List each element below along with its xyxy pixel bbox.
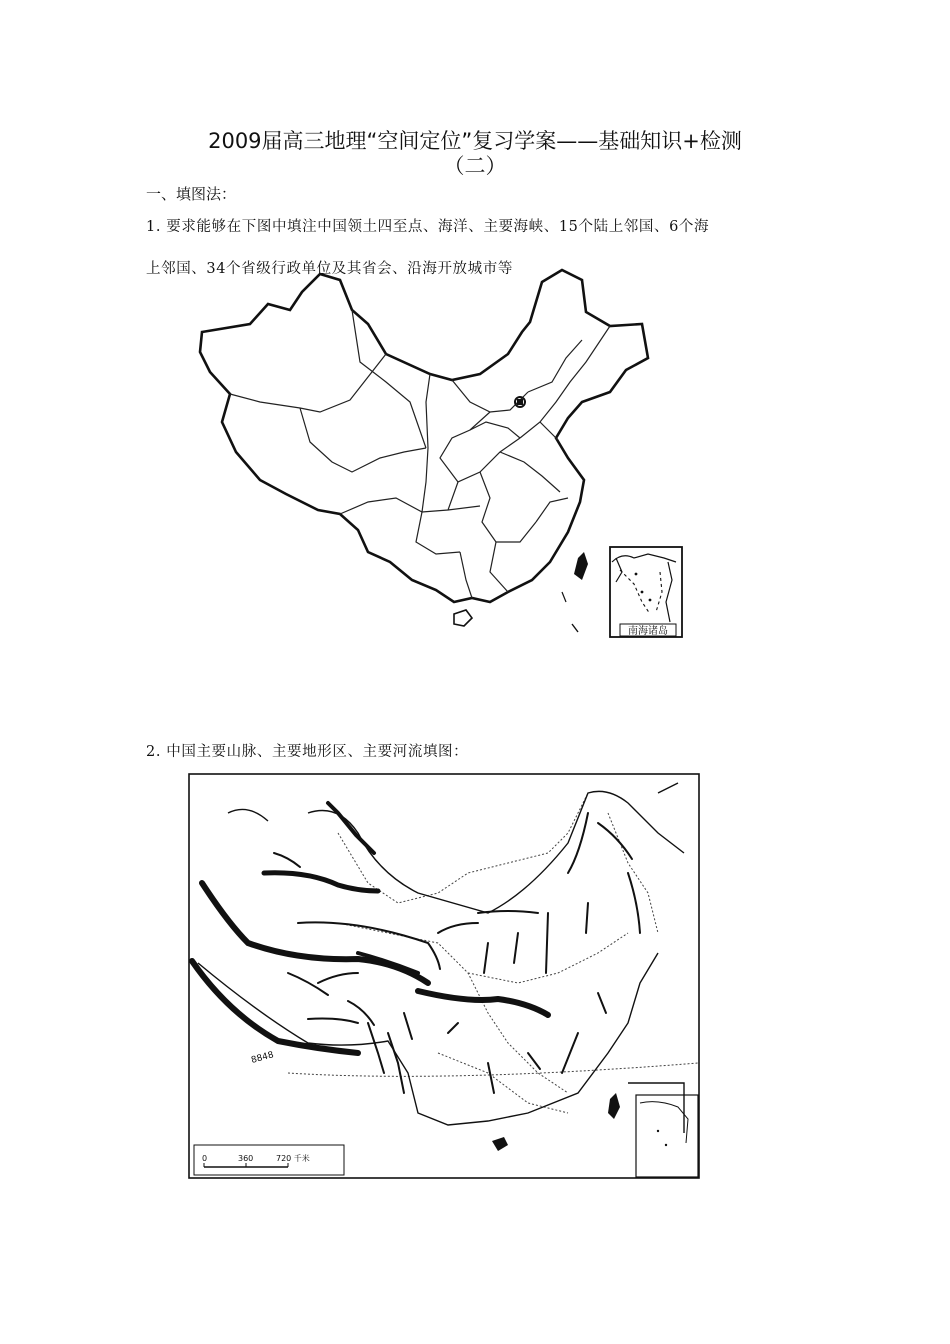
national-border	[200, 270, 648, 602]
china-relief-map	[188, 773, 702, 1181]
scale-tick-label: 720 千米	[276, 1154, 310, 1163]
hainan-island	[492, 1137, 508, 1151]
china-province-outline-map	[190, 262, 700, 642]
taiwan-island	[608, 1093, 620, 1119]
elevation-label: 8848	[250, 1050, 275, 1066]
document-title-line-2: （二）	[443, 154, 507, 178]
item-1-text-line-1: 1. 要求能够在下图中填注中国领土四至点、海洋、主要海峡、15个陆上邻国、6个海	[146, 219, 710, 235]
scale-tick-label: 0	[202, 1154, 208, 1163]
mountain-range	[264, 873, 378, 891]
taiwan-island	[574, 552, 588, 580]
inset-label: 南海诸岛	[628, 626, 668, 637]
item-2-text: 2. 中国主要山脉、主要地形区、主要河流填图：	[146, 744, 469, 760]
item-1-text-line-2: 上邻国、34个省级行政单位及其省会、沿海开放城市等	[146, 261, 513, 277]
scale-bar	[194, 1145, 344, 1175]
south-china-sea-inset	[636, 1095, 698, 1177]
scale-tick-label: 360	[238, 1154, 254, 1163]
section-heading: 一、填图法：	[146, 185, 237, 203]
mountain-range	[192, 961, 358, 1053]
mountain-range	[328, 803, 374, 853]
south-china-sea-inset	[610, 547, 682, 637]
document-title-line-1: 2009届高三地理“空间定位”复习学案——基础知识+检测	[208, 129, 742, 153]
hainan-island	[454, 610, 472, 626]
